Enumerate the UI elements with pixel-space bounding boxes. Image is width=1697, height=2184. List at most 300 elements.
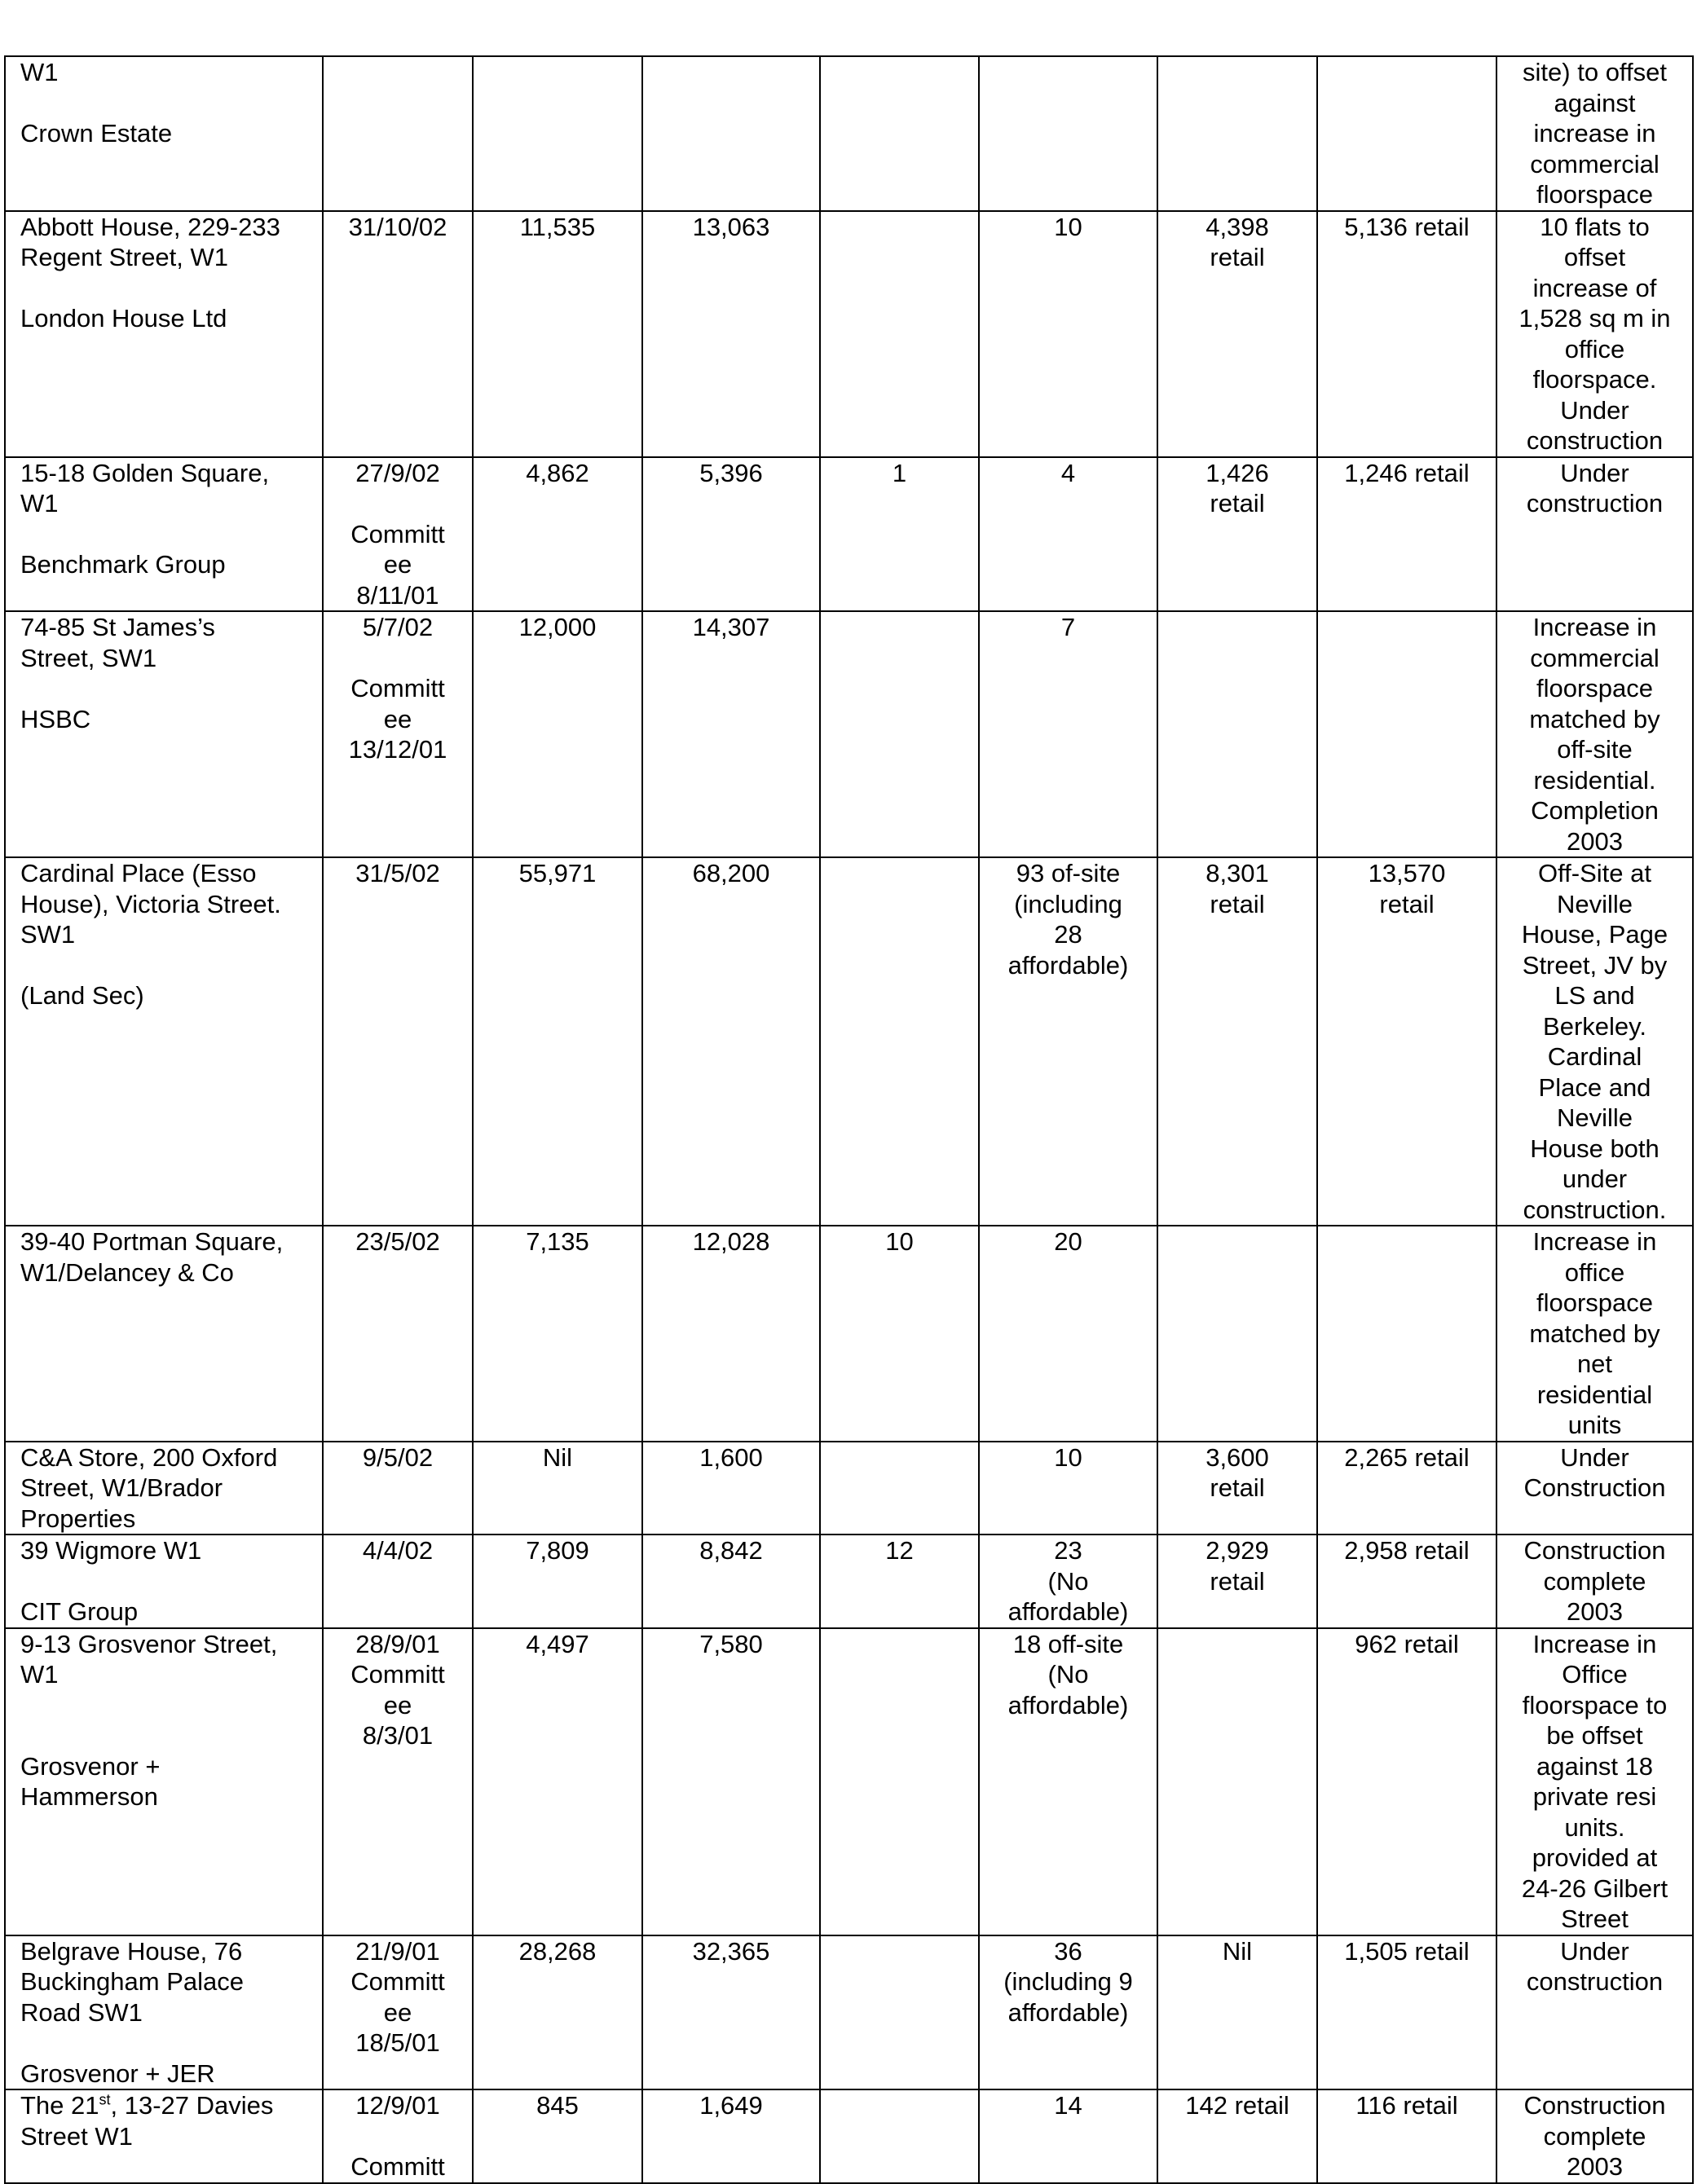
cell-line: 39 Wigmore W1 xyxy=(20,1536,202,1565)
cell-retail-a xyxy=(1157,2089,1317,2183)
cell-line: CIT Group xyxy=(20,1597,139,1626)
cell-line: be offset xyxy=(1546,1721,1643,1750)
cell-line: ee xyxy=(383,550,412,579)
cell-retail-a xyxy=(1157,457,1317,612)
table-row xyxy=(5,1442,1693,1535)
cell-site xyxy=(5,1628,323,1935)
cell-units-a xyxy=(820,1628,979,1935)
cell-line: Nil xyxy=(542,1442,573,1472)
cell-line: 10 flats to xyxy=(1540,212,1650,241)
cell-site xyxy=(5,1226,323,1442)
table-row xyxy=(5,211,1693,457)
cell-line: (including 9 xyxy=(1003,1967,1133,1996)
cell-line xyxy=(20,673,317,704)
cell-line: residential xyxy=(1536,1380,1653,1409)
cell-line: 8,301 xyxy=(1206,859,1269,887)
cell-retail-a xyxy=(1157,1935,1317,2090)
cell-line: matched by xyxy=(1529,704,1660,733)
cell-notes xyxy=(1496,2089,1693,2183)
cell-line: 23 xyxy=(1054,1536,1082,1565)
cell-retail-a xyxy=(1157,1535,1317,1628)
table-row xyxy=(5,2089,1693,2183)
cell-line: W1/Delancey & Co xyxy=(20,1257,234,1287)
cell-line: W1 xyxy=(20,58,59,86)
cell-line: Committ xyxy=(350,674,445,702)
cell-line: 18 off-site xyxy=(1012,1629,1124,1658)
cell-line: office xyxy=(1564,1257,1625,1287)
cell-line: against 18 xyxy=(1536,1751,1654,1781)
cell-line: Grosvenor + xyxy=(20,1751,161,1781)
cell-retail-a xyxy=(1157,1442,1317,1535)
cell-line: 8/3/01 xyxy=(362,1721,434,1750)
cell-line: Under xyxy=(1560,458,1629,487)
cell-line: under xyxy=(1562,1165,1628,1193)
cell-line: 4,398 xyxy=(1206,212,1269,241)
cell-line: Place and xyxy=(1538,1072,1651,1102)
cell-line: 55,971 xyxy=(518,859,597,887)
cell-line: affordable) xyxy=(1007,1997,1129,2027)
cell-date xyxy=(323,1935,473,2090)
cell-notes xyxy=(1496,1628,1693,1935)
cell-line: 4 xyxy=(1060,458,1076,487)
cell-line: 9-13 Grosvenor Street, xyxy=(20,1629,278,1658)
cell-line: retail xyxy=(1210,489,1265,517)
cell-text: The 21 xyxy=(20,2091,99,2120)
cell-line: 13,063 xyxy=(692,212,770,241)
cell-line: Regent Street, W1 xyxy=(20,243,229,271)
cell-line: 1 xyxy=(892,458,907,487)
cell-line: 8/11/01 xyxy=(356,580,439,610)
cell-line: 5,136 retail xyxy=(1344,212,1470,241)
table-row xyxy=(5,56,1693,211)
cell-line xyxy=(327,643,469,674)
cell-line xyxy=(20,519,317,550)
cell-retail-b xyxy=(1317,457,1496,612)
cell-site xyxy=(5,1935,323,2090)
cell-line xyxy=(20,88,317,119)
schemes-table xyxy=(4,55,1694,2184)
cell-line: construction xyxy=(1526,426,1664,455)
cell-existing xyxy=(473,1535,642,1628)
cell-line xyxy=(824,57,975,88)
cell-line: 1,649 xyxy=(699,2091,763,2120)
cell-line: 12/9/01 xyxy=(355,2091,440,2120)
cell-line xyxy=(1321,1226,1492,1257)
cell-line: 12 xyxy=(885,1536,914,1565)
cell-line: 2,929 xyxy=(1206,1536,1269,1565)
cell-line: 24-26 Gilbert xyxy=(1521,1874,1668,1903)
cell-retail-b xyxy=(1317,1935,1496,2090)
cell-line: construction. xyxy=(1523,1195,1667,1224)
cell-retail-a xyxy=(1157,1226,1317,1442)
cell-proposed xyxy=(642,457,820,612)
cell-line xyxy=(824,1936,975,1967)
cell-retail-b xyxy=(1317,857,1496,1226)
cell-line: House), Victoria Street. xyxy=(20,889,281,918)
cell-date xyxy=(323,457,473,612)
cell-line: Neville xyxy=(1556,1103,1633,1132)
cell-line: Belgrave House, 76 xyxy=(20,1936,243,1966)
cell-retail-b xyxy=(1317,611,1496,857)
cell-notes xyxy=(1496,1535,1693,1628)
cell-line: Committ xyxy=(350,1660,445,1689)
cell-date xyxy=(323,2089,473,2183)
cell-notes xyxy=(1496,611,1693,857)
cell-line: 2003 xyxy=(1567,1597,1623,1626)
cell-line: 13,570 xyxy=(1368,859,1446,887)
table-body xyxy=(5,56,1693,2183)
cell-line: construction xyxy=(1526,489,1664,517)
cell-line: 27/9/02 xyxy=(355,458,440,487)
cell-line: W1 xyxy=(20,1660,59,1689)
cell-line: Committ xyxy=(350,1967,445,1996)
cell-line: Office xyxy=(1562,1660,1628,1689)
cell-line: Increase in xyxy=(1532,1227,1657,1256)
cell-proposed xyxy=(642,611,820,857)
cell-line: Construction xyxy=(1523,2091,1666,2120)
cell-line: 2003 xyxy=(1567,826,1623,856)
cell-line: 12,000 xyxy=(518,613,597,641)
table-row xyxy=(5,457,1693,612)
cell-site xyxy=(5,457,323,612)
cell-line: provided at xyxy=(1532,1843,1658,1872)
cell-line: 31/10/02 xyxy=(348,212,447,241)
cell-units-a xyxy=(820,211,979,457)
cell-line: 4,862 xyxy=(526,458,589,487)
cell-line: 1,505 retail xyxy=(1344,1936,1470,1966)
cell-line: Street, W1/Brador xyxy=(20,1473,223,1502)
cell-line xyxy=(20,1690,317,1721)
cell-line xyxy=(824,212,975,243)
cell-date xyxy=(323,211,473,457)
cell-line: Under xyxy=(1560,1442,1629,1472)
cell-line: 2003 xyxy=(1567,2152,1623,2181)
cell-site xyxy=(5,211,323,457)
cell-line: 21/9/01 xyxy=(355,1936,440,1966)
cell-line: ee xyxy=(383,1690,412,1719)
cell-units-a xyxy=(820,1442,979,1535)
cell-units-a xyxy=(820,457,979,612)
cell-line: Off-Site at xyxy=(1538,859,1651,887)
cell-existing xyxy=(473,211,642,457)
cell-units-a xyxy=(820,1935,979,2090)
cell-retail-b xyxy=(1317,211,1496,457)
cell-notes xyxy=(1496,1442,1693,1535)
cell-line xyxy=(477,57,638,88)
cell-line: affordable) xyxy=(1007,950,1129,980)
cell-line: 10 xyxy=(885,1227,914,1256)
cell-line: 12,028 xyxy=(692,1227,770,1256)
cell-line: 23/5/02 xyxy=(355,1227,440,1256)
cell-line: Completion xyxy=(1531,796,1659,825)
cell-line: commercial xyxy=(1530,149,1660,178)
cell-line: 7,580 xyxy=(699,1629,763,1658)
cell-line: 3,600 xyxy=(1206,1442,1269,1472)
cell-line: Nil xyxy=(1222,1936,1253,1966)
cell-site xyxy=(5,56,323,211)
table-row xyxy=(5,1535,1693,1628)
cell-line: 28/9/01 xyxy=(355,1629,440,1658)
cell-line: Increase in xyxy=(1532,613,1657,641)
cell-line xyxy=(1321,57,1492,88)
cell-existing xyxy=(473,1628,642,1935)
cell-line: Street, SW1 xyxy=(20,643,157,672)
cell-line: affordable) xyxy=(1007,1690,1129,1719)
cell-proposed xyxy=(642,857,820,1226)
cell-line: Crown Estate xyxy=(20,119,173,148)
cell-line: commercial xyxy=(1530,643,1660,672)
cell-line xyxy=(1161,1226,1313,1257)
cell-line: 93 of-site xyxy=(1016,859,1121,887)
cell-units-b xyxy=(979,2089,1157,2183)
cell-line: offset xyxy=(1563,243,1626,271)
cell-line: 13/12/01 xyxy=(348,735,447,764)
cell-units-b xyxy=(979,611,1157,857)
cell-line: Committ xyxy=(350,2152,445,2181)
cell-date xyxy=(323,1628,473,1935)
cell-line: floorspace. xyxy=(1532,365,1657,394)
cell-units-a xyxy=(820,857,979,1226)
cell-retail-a xyxy=(1157,56,1317,211)
cell-line: 39-40 Portman Square, xyxy=(20,1227,284,1256)
cell-line xyxy=(327,57,469,88)
cell-line: Under xyxy=(1560,1936,1629,1966)
cell-line: ee xyxy=(383,1997,412,2027)
cell-proposed xyxy=(642,1226,820,1442)
cell-line: C&A Store, 200 Oxford xyxy=(20,1442,278,1472)
cell-line: Berkeley. xyxy=(1543,1011,1646,1041)
cell-line: Road SW1 xyxy=(20,1997,143,2027)
cell-site xyxy=(5,1442,323,1535)
cell-line: 2,265 retail xyxy=(1344,1442,1470,1472)
cell-line xyxy=(327,488,469,519)
cell-line: Street, JV by xyxy=(1522,950,1668,980)
cell-line: 9/5/02 xyxy=(362,1442,434,1472)
cell-line xyxy=(824,2090,975,2121)
cell-units-b xyxy=(979,211,1157,457)
cell-line: 4,497 xyxy=(526,1629,589,1658)
cell-line: Construction xyxy=(1523,1536,1666,1565)
cell-line: Increase in xyxy=(1532,1629,1657,1658)
cell-proposed xyxy=(642,1935,820,2090)
cell-line xyxy=(327,2121,469,2152)
cell-line: 15-18 Golden Square, xyxy=(20,458,270,487)
cell-units-a xyxy=(820,611,979,857)
cell-units-b xyxy=(979,1226,1157,1442)
cell-existing xyxy=(473,2089,642,2183)
cell-date xyxy=(323,1535,473,1628)
cell-notes xyxy=(1496,56,1693,211)
cell-line: retail xyxy=(1210,1566,1265,1596)
cell-line: 31/5/02 xyxy=(355,859,440,887)
cell-line: 1,600 xyxy=(699,1442,763,1472)
cell-line: 1,426 xyxy=(1206,458,1269,487)
cell-line: (Land Sec) xyxy=(20,981,144,1010)
cell-line: Street xyxy=(1561,1904,1629,1933)
cell-line: 116 retail xyxy=(1355,2091,1458,2120)
cell-proposed xyxy=(642,1442,820,1535)
table-row xyxy=(5,1935,1693,2090)
cell-line: residential. xyxy=(1533,765,1656,795)
cell-existing xyxy=(473,611,642,857)
cell-date xyxy=(323,1442,473,1535)
cell-site xyxy=(5,2089,323,2183)
table-row xyxy=(5,857,1693,1226)
cell-line xyxy=(983,57,1153,88)
cell-retail-b xyxy=(1317,56,1496,211)
cell-proposed xyxy=(642,56,820,211)
cell-site xyxy=(5,857,323,1226)
cell-units-b xyxy=(979,857,1157,1226)
cell-proposed xyxy=(642,1628,820,1935)
cell-site xyxy=(5,1535,323,1628)
cell-retail-a xyxy=(1157,1628,1317,1935)
cell-line xyxy=(20,2090,317,2121)
cell-line: 14,307 xyxy=(692,613,770,641)
cell-line: complete xyxy=(1543,1566,1646,1596)
cell-date xyxy=(323,56,473,211)
cell-line: net xyxy=(1576,1350,1613,1378)
cell-line xyxy=(20,2028,317,2059)
cell-existing xyxy=(473,1442,642,1535)
cell-line: matched by xyxy=(1529,1319,1660,1348)
cell-line: Street W1 xyxy=(20,2121,133,2151)
cell-line: (No xyxy=(1047,1660,1089,1689)
cell-line: Under xyxy=(1560,395,1629,425)
cell-line: Committ xyxy=(350,519,445,548)
cell-date xyxy=(323,611,473,857)
cell-existing xyxy=(473,56,642,211)
cell-line: units xyxy=(1567,1411,1622,1439)
cell-line: London House Ltd xyxy=(20,304,227,332)
cell-line: 7,135 xyxy=(526,1227,589,1256)
cell-existing xyxy=(473,857,642,1226)
cell-text: , 13-27 Davies xyxy=(110,2091,274,2120)
cell-line: increase in xyxy=(1533,119,1656,148)
table-row xyxy=(5,611,1693,857)
cell-line: against xyxy=(1554,88,1636,117)
cell-line: Neville xyxy=(1556,889,1633,918)
cell-line: 962 retail xyxy=(1355,1629,1459,1658)
table-row xyxy=(5,1628,1693,1935)
cell-line: floorspace xyxy=(1536,674,1654,702)
cell-line xyxy=(646,57,816,88)
cell-units-a xyxy=(820,56,979,211)
cell-line: office xyxy=(1564,334,1625,363)
cell-line: 28,268 xyxy=(518,1936,597,1966)
cell-line: Hammerson xyxy=(20,1782,158,1811)
cell-line: House both xyxy=(1530,1134,1660,1163)
cell-line: 68,200 xyxy=(692,859,770,887)
cell-line: retail xyxy=(1379,889,1435,918)
cell-line: 8,842 xyxy=(699,1536,763,1565)
cell-line: (No xyxy=(1047,1566,1089,1596)
cell-line: Construction xyxy=(1523,1473,1666,1502)
cell-units-a xyxy=(820,1226,979,1442)
cell-line xyxy=(824,1442,975,1473)
cell-line xyxy=(824,858,975,889)
cell-line: retail xyxy=(1210,1473,1265,1502)
cell-retail-a xyxy=(1157,211,1317,457)
cell-date xyxy=(323,857,473,1226)
cell-line: 36 xyxy=(1054,1936,1082,1966)
cell-notes xyxy=(1496,1226,1693,1442)
cell-line: HSBC xyxy=(20,704,91,733)
cell-proposed xyxy=(642,211,820,457)
cell-line: 7,809 xyxy=(526,1536,589,1565)
cell-line: 845 xyxy=(536,2091,579,2120)
cell-line: 10 xyxy=(1054,212,1082,241)
cell-proposed xyxy=(642,1535,820,1628)
cell-line: affordable) xyxy=(1007,1597,1129,1626)
cell-line: Cardinal Place (Esso xyxy=(20,859,257,887)
cell-line: 4/4/02 xyxy=(362,1536,434,1565)
table-row xyxy=(5,1226,1693,1442)
cell-line: 18/5/01 xyxy=(355,2028,440,2057)
cell-units-a xyxy=(820,1535,979,1628)
cell-line: Grosvenor + JER xyxy=(20,2059,215,2088)
cell-line: retail xyxy=(1210,243,1265,271)
cell-line xyxy=(20,1720,317,1751)
cell-line xyxy=(824,612,975,643)
cell-line xyxy=(1161,1629,1313,1660)
cell-site xyxy=(5,611,323,857)
cell-line: (including xyxy=(1014,889,1122,918)
cell-line: House, Page xyxy=(1521,920,1668,949)
cell-line: units. xyxy=(1564,1812,1625,1842)
cell-line: W1 xyxy=(20,489,59,517)
cell-line: 2,958 retail xyxy=(1344,1536,1470,1565)
cell-line xyxy=(20,950,317,981)
cell-line: LS and xyxy=(1554,981,1635,1010)
cell-line xyxy=(1161,612,1313,643)
cell-units-b xyxy=(979,1628,1157,1935)
cell-line: Abbott House, 229-233 xyxy=(20,212,280,241)
cell-date xyxy=(323,1226,473,1442)
cell-notes xyxy=(1496,457,1693,612)
cell-line: Properties xyxy=(20,1504,136,1533)
cell-line: 11,535 xyxy=(519,212,596,241)
cell-line: 32,365 xyxy=(692,1936,770,1966)
cell-line: 20 xyxy=(1054,1227,1082,1256)
cell-line: complete xyxy=(1543,2121,1646,2151)
cell-units-b xyxy=(979,1442,1157,1535)
cell-retail-b xyxy=(1317,1226,1496,1442)
cell-line xyxy=(1161,57,1313,88)
cell-line xyxy=(1321,612,1492,643)
cell-line: off-site xyxy=(1557,735,1633,764)
cell-line: ee xyxy=(383,704,412,733)
cell-line: 28 xyxy=(1054,920,1082,949)
cell-line xyxy=(20,273,317,304)
cell-retail-b xyxy=(1317,1442,1496,1535)
ordinal-suffix: st xyxy=(99,2091,111,2108)
cell-retail-a xyxy=(1157,857,1317,1226)
cell-line: 1,246 retail xyxy=(1344,458,1470,487)
cell-retail-b xyxy=(1317,1535,1496,1628)
cell-line: 74-85 St James’s xyxy=(20,613,215,641)
cell-line: construction xyxy=(1526,1967,1664,1996)
cell-line: 5/7/02 xyxy=(362,613,434,641)
cell-line: 14 xyxy=(1054,2091,1082,2120)
cell-units-a xyxy=(820,2089,979,2183)
cell-line: 10 xyxy=(1054,1442,1082,1472)
cell-line: 5,396 xyxy=(699,458,763,487)
cell-line: site) to offset xyxy=(1523,58,1667,86)
cell-retail-a xyxy=(1157,611,1317,857)
cell-units-b xyxy=(979,457,1157,612)
cell-existing xyxy=(473,457,642,612)
